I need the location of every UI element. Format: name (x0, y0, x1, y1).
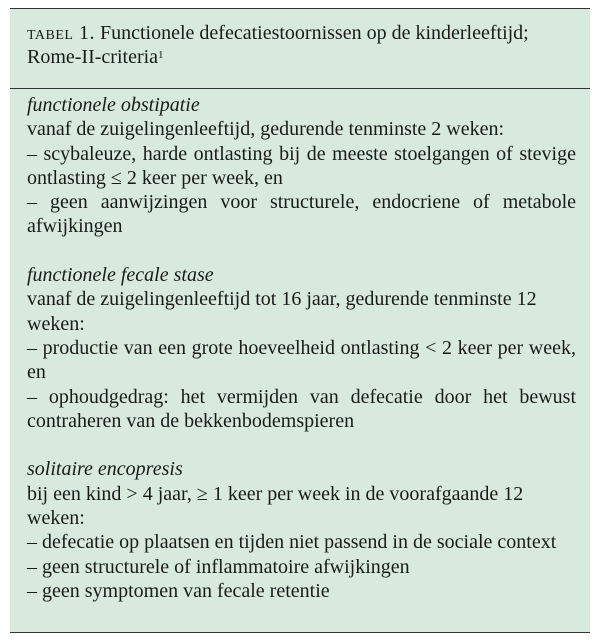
table-label: tabel 1. (27, 22, 95, 44)
criterion-item: – ophoudgedrag: het vermijden van defecatie door het bewust contraheren van de bekkenbodemspieren (27, 385, 576, 432)
criteria-table (10, 8, 590, 633)
section-intro: vanaf de zuigelingenleeftijd tot 16 jaar, gedurende tenminste 12 weken: (27, 288, 537, 335)
table-title: Functionele defecatiestoornissen op de kinderleeftijd; Rome-II-criteria (27, 22, 529, 68)
criterion-item: – productie van een grote hoeveelheid ontlasting < 2 keer per week, en (27, 336, 576, 384)
criterion-item: – defecatie op plaatsen en tijden niet passend in de sociale context (27, 531, 557, 554)
section-title: solitaire encopresis (27, 458, 183, 481)
criterion-item: – geen symptomen van fecale retentie (27, 579, 330, 602)
header-divider (10, 88, 590, 89)
section-functionele-obstipatie (27, 93, 576, 239)
criterion-item: – geen structurele of inflammatoire afwijkingen (27, 555, 410, 578)
table-body (27, 93, 576, 603)
footnote-marker: 1 (158, 49, 164, 61)
section-solitaire-encopresis (27, 457, 576, 603)
criterion-item: – scybaleuze, harde ontlasting bij de meeste stoelgangen of stevige ontlasting ≤ 2 keer per week, en (27, 142, 576, 189)
criterion-item: – geen aanwijzingen voor structurele, endocriene of metabole afwijkingen (27, 191, 576, 238)
table-caption (10, 9, 590, 81)
section-title: functionele obstipatie (27, 94, 200, 116)
section-intro: bij een kind > 4 jaar, ≥ 1 keer per week in de voorafgaande 12 weken: (27, 482, 524, 530)
section-title: functionele fecale stase (27, 264, 214, 287)
section-intro: vanaf de zuigelingenleeftijd, gedurende tenminste 2 weken: (27, 118, 505, 141)
section-functionele-fecale-stase (27, 263, 576, 433)
